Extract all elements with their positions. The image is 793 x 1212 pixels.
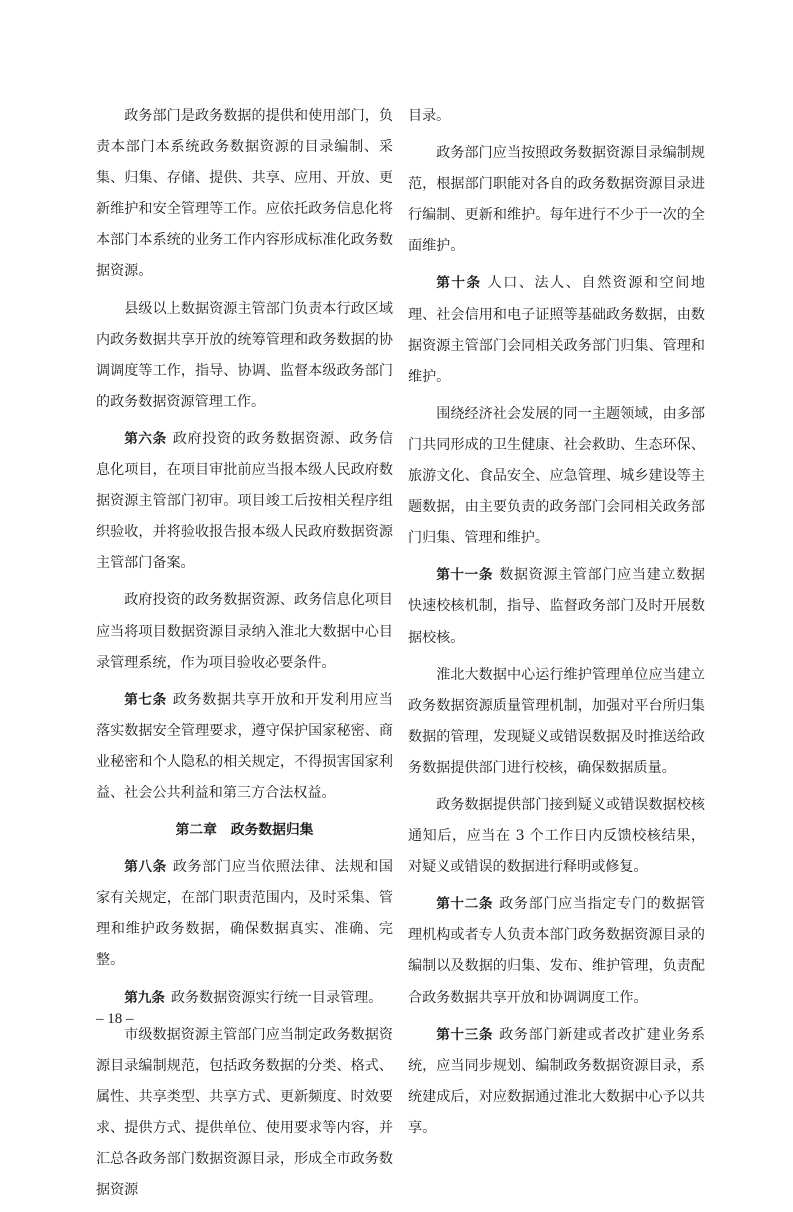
body-paragraph: 县级以上数据资源主管部门负责本行政区域内政务数据共享开放的统筹管理和政务数据的协调调度等工作，指导、协调、监督本级政务部门的政务数据资源管理工作。: [96, 300, 393, 410]
article-paragraph: [96, 983, 393, 1014]
article-text: 政务数据共享开放和开发利用应当落实数据安全管理要求，遵守保护国家秘密、商业秘密和个人隐私的相关规定，不得损害国家利益、社会公共利益和第三方合法权益。: [96, 691, 393, 801]
body-paragraph: 围绕经济社会发展的同一主题领域，由多部门共同形成的卫生健康、社会救助、生态环保、旅游文化、食品安全、应急管理、城乡建设等主题数据，由主要负责的政务部门会同相关政务部门归集、管理和维护。: [408, 405, 705, 547]
right-column: [408, 101, 705, 1150]
article-label: 第十一条: [436, 567, 494, 584]
article-label: 第六条: [124, 430, 167, 447]
article-text: 政府投资的政务数据资源、政务信息化项目，在项目审批前应当报本级人民政府数据资源主管部门初审。项目竣工后按相关程序组织验收，并将验收报告报本级人民政府数据资源主管部门备案。: [96, 430, 393, 572]
left-column: [96, 101, 393, 1212]
body-paragraph: 目录。: [408, 108, 451, 124]
article-label: 第七条: [124, 691, 167, 708]
body-paragraph: 政务部门是政务数据的提供和使用部门，负责本部门本系统政务数据资源的目录编制、采集、归集、存储、提供、共享、应用、开放、更新维护和安全管理等工作。应依托政务信息化将本部门本系统的业务工作内容形成标准化政务数据资源。: [96, 108, 393, 280]
article-text: 政务部门应当指定专门的数据管理机构或者专人负责本部门政务数据资源目录的编制以及数据的归集、发布、维护管理，负责配合政务数据共享开放和协调调度工作。: [408, 896, 706, 1006]
article-text: 政务数据资源实行统一目录管理。: [170, 989, 383, 1006]
article-text: 数据资源主管部门应当建立数据快速校核机制，指导、监督政务部门及时开展数据校核。: [408, 567, 706, 646]
body-paragraph: 政府投资的政务数据资源、政务信息化项目应当将项目数据资源目录纳入淮北大数据中心目录管理系统，作为项目验收必要条件。: [96, 592, 393, 671]
body-paragraph: 政务部门应当按照政务数据资源目录编制规范，根据部门职能对各自的政务数据资源目录进行编制、更新和维护。每年进行不少于一次的全面维护。: [408, 145, 705, 255]
body-paragraph: 市级数据资源主管部门应当制定政务数据资源目录编制规范，包括政务数据的分类、格式、属性、共享类型、共享方式、更新频度、时效要求、提供方式、提供单位、使用要求等内容，并汇总各政务部门数据资源目录，形成全市政务数据资源: [96, 1026, 393, 1199]
body-paragraph: 政务数据提供部门接到疑义或错误数据校核通知后，应当在 3 个工作日内反馈校核结果，对疑义或错误的数据进行释明或修复。: [408, 796, 705, 876]
article-paragraph: [408, 560, 705, 653]
article-text: 政务部门新建或者改扩建业务系统，应当同步规划、编制政务数据资源目录，系统建成后，对应数据通过淮北大数据中心予以共享。: [408, 1026, 706, 1136]
article-label: 第九条: [124, 989, 165, 1006]
article-text: 政务部门应当依照法律、法规和国家有关规定，在部门职责范围内，及时采集、管理和维护政务数据，确保数据真实、准确、完整。: [96, 859, 393, 969]
article-paragraph: [408, 1020, 705, 1144]
article-label: 第十二条: [436, 896, 494, 913]
article-paragraph: [96, 852, 393, 976]
article-paragraph: [96, 685, 393, 809]
article-label: 第十条: [436, 275, 482, 292]
article-paragraph: [408, 268, 705, 392]
page-number: – 18 –: [96, 1011, 134, 1027]
chapter-heading: 第二章 政务数据归集: [175, 822, 314, 839]
article-text: 人口、法人、自然资源和空间地理、社会信用和电子证照等基础政务数据，由数据资源主管部门会同相关政务部门归集、管理和维护。: [408, 275, 706, 385]
article-label: 第十三条: [436, 1026, 494, 1043]
article-paragraph: [408, 889, 705, 1013]
article-paragraph: [96, 424, 393, 579]
article-label: 第八条: [124, 859, 167, 876]
body-paragraph: 淮北大数据中心运行维护管理单位应当建立政务数据资源质量管理机制，加强对平台所归集数据的管理，发现疑义或错误数据及时推送给政务数据提供部门进行校核，确保数据质量。: [408, 666, 705, 776]
